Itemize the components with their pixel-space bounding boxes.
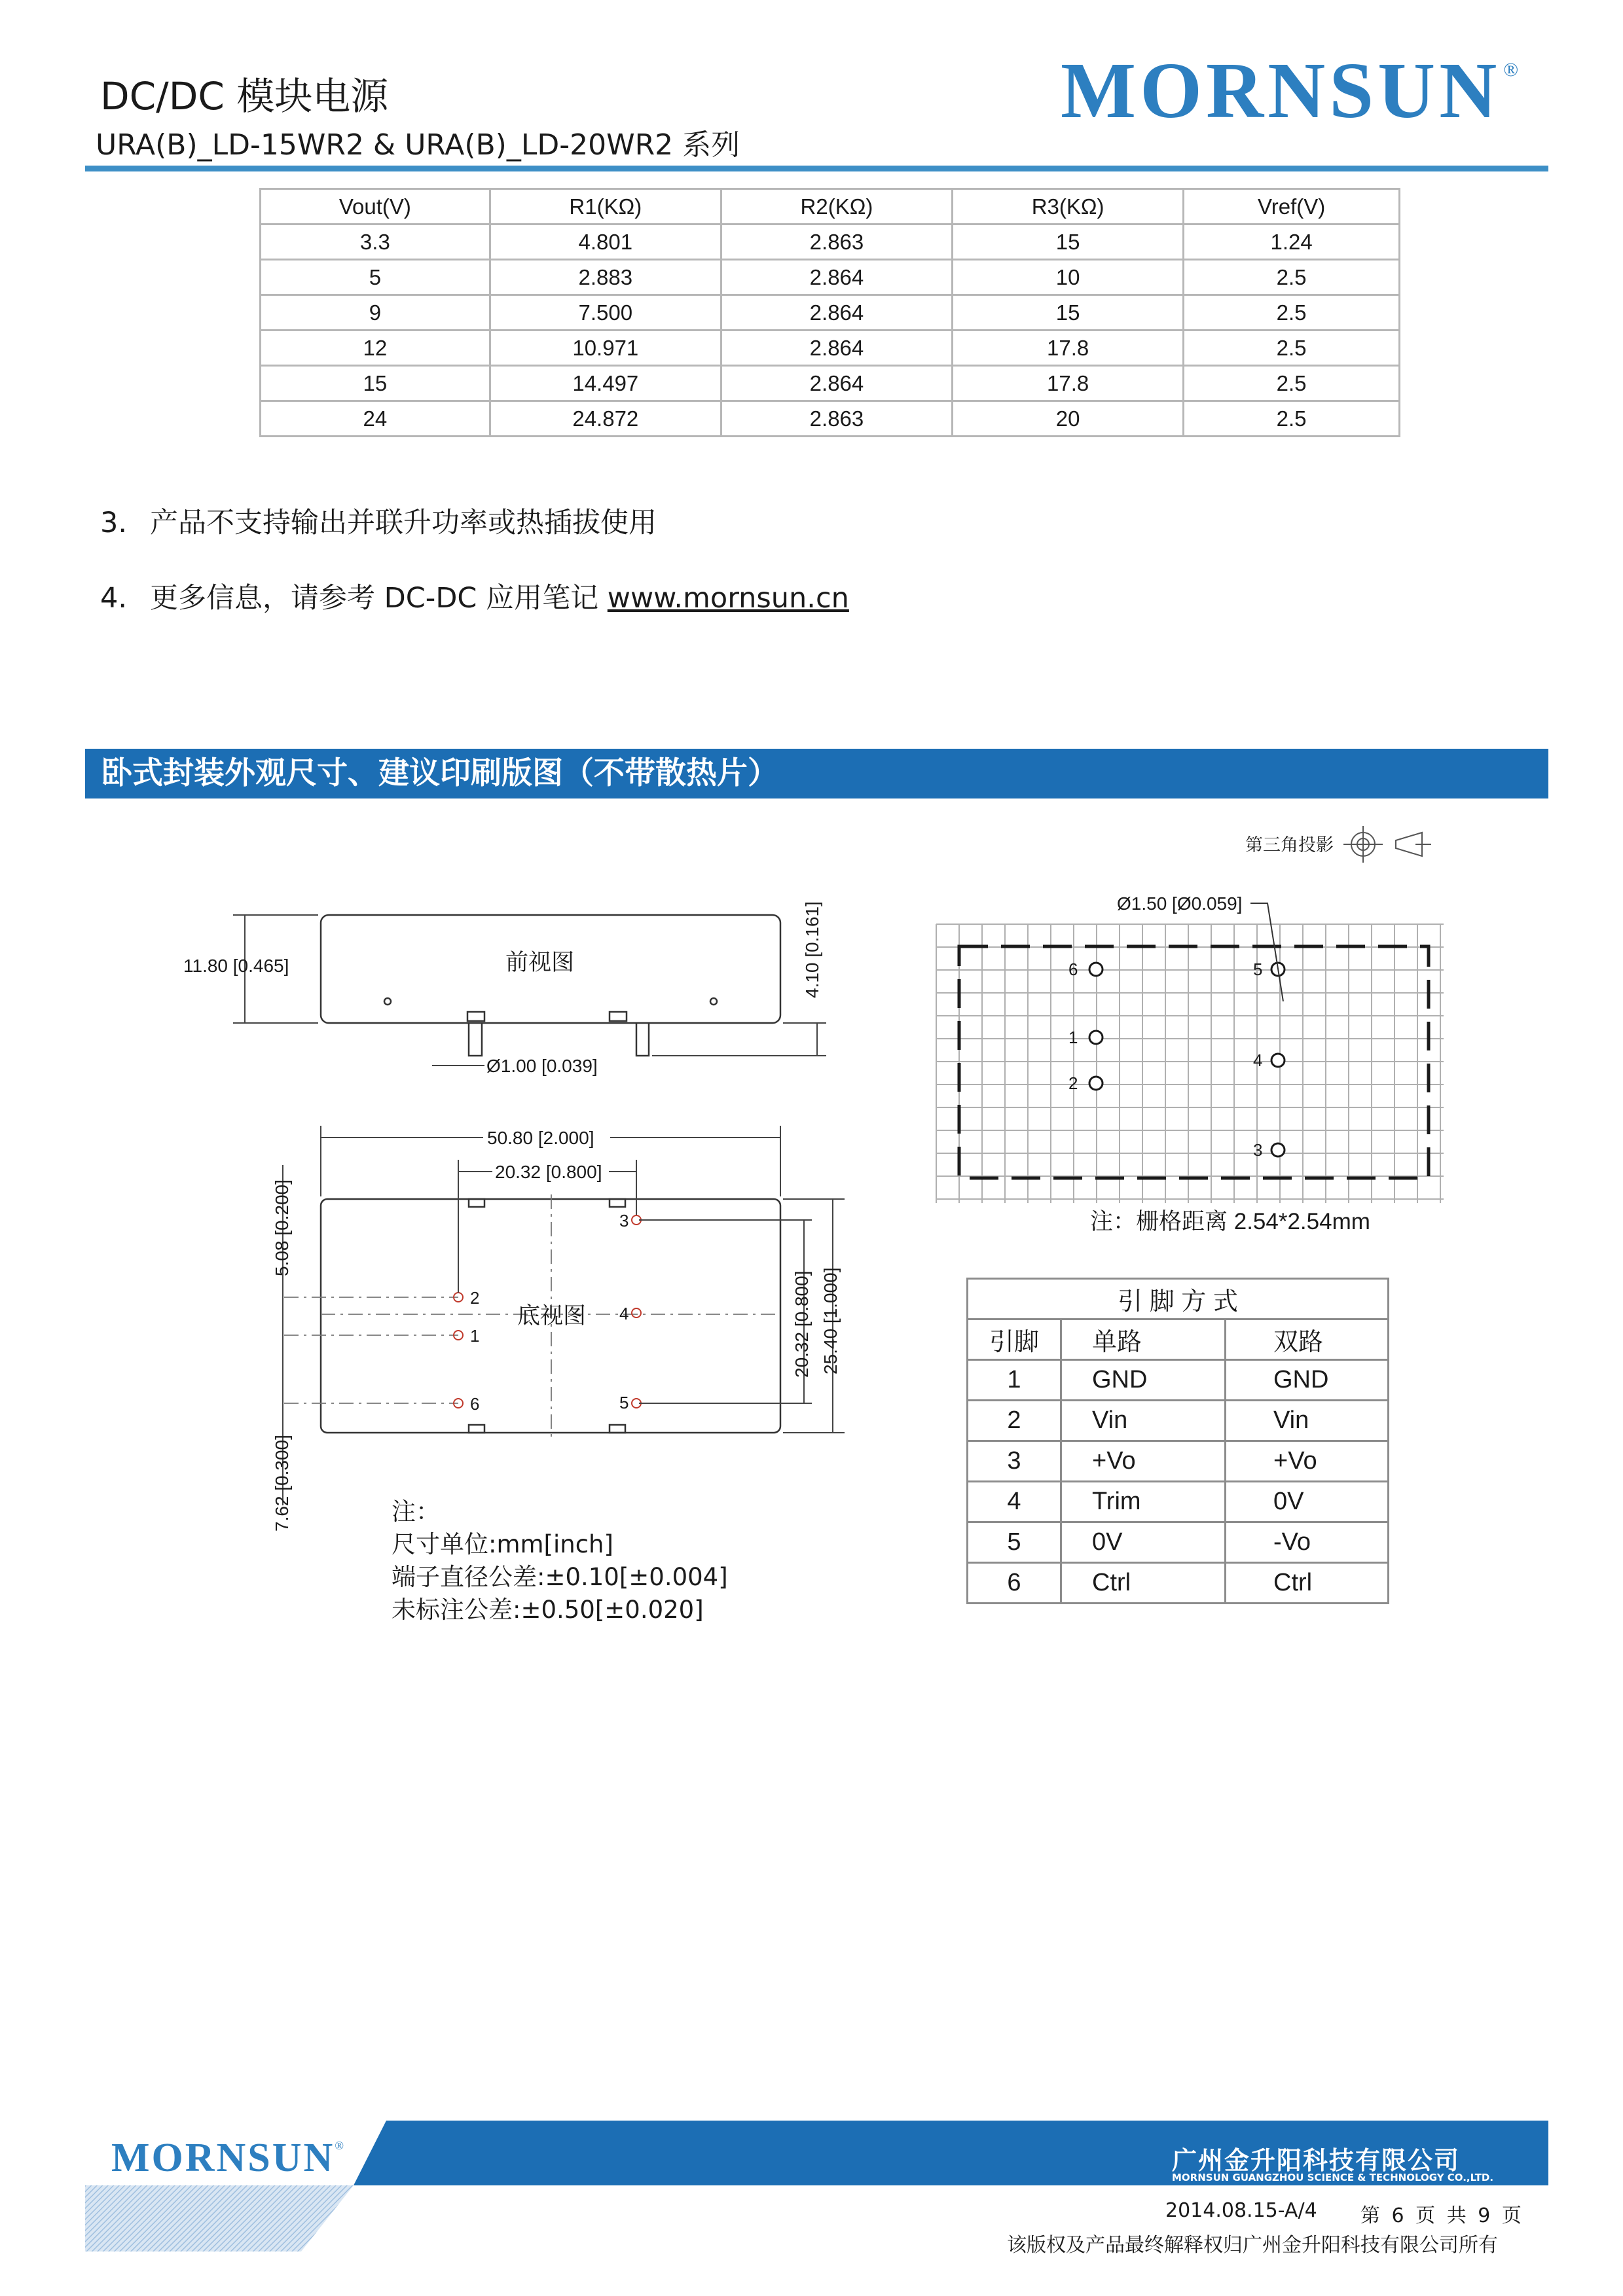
pcb-pin-label: 3: [1253, 1140, 1263, 1160]
col-header: Vref(V): [1184, 189, 1400, 224]
cell: +Vo: [1061, 1441, 1226, 1482]
projection-label: 第三角投影: [1245, 835, 1334, 855]
pin-label: 6: [470, 1394, 480, 1414]
note-number: 4.: [100, 582, 128, 615]
col-header: R3(KΩ): [953, 189, 1184, 224]
pcb-pin-label: 2: [1068, 1073, 1078, 1093]
company-name-en: MORNSUN GUANGZHOU SCIENCE & TECHNOLOGY CO.,LTD.: [1172, 2172, 1494, 2183]
note-number: 3.: [100, 507, 128, 539]
cell: 5: [968, 1522, 1061, 1563]
cell: Vin: [1061, 1401, 1226, 1441]
dim-right-vertical: [639, 1199, 845, 1433]
footer-logo: [111, 2135, 346, 2181]
cell: 2.5: [1184, 366, 1400, 401]
cell: 3: [968, 1441, 1061, 1482]
cell: 2.864: [721, 295, 952, 331]
cell: 1.24: [1184, 224, 1400, 260]
cell: 2.5: [1184, 331, 1400, 366]
note-text: 更多信息，请参考 DC-DC 应用笔记: [150, 582, 608, 615]
cell: 6: [968, 1563, 1061, 1604]
cell: 15: [953, 295, 1184, 331]
cell: 12: [261, 331, 490, 366]
pin-label: 1: [470, 1326, 480, 1346]
footer-registered-mark: ®: [335, 2139, 346, 2152]
pcb-pin-label: 5: [1253, 960, 1263, 979]
doc-subtitle: URA(B)_LD-15WR2 & URA(B)_LD-20WR2 系列: [96, 128, 740, 162]
table-row: [968, 1563, 1389, 1604]
cell: 2.5: [1184, 401, 1400, 437]
front-view: [321, 915, 780, 1056]
cell: +Vo: [1226, 1441, 1389, 1482]
pcb-layout-grid: [936, 924, 1444, 1203]
note-text: 产品不支持输出并联升功率或热插拔使用: [150, 507, 657, 539]
table-row: [968, 1441, 1389, 1482]
note-line: 未标注公差:±0.50[±0.020]: [392, 1596, 704, 1624]
cell: 2.5: [1184, 295, 1400, 331]
col-header: R2(KΩ): [721, 189, 952, 224]
third-angle-projection-icon: [1343, 826, 1431, 863]
table-row: [968, 1401, 1389, 1441]
cell: 2: [968, 1401, 1061, 1441]
cell: 10: [953, 260, 1184, 295]
cell: Ctrl: [1226, 1563, 1389, 1604]
doc-date: 2014.08.15-A/4: [1165, 2199, 1317, 2222]
col-header: 单路: [1061, 1319, 1226, 1360]
pcb-pin-label: 4: [1253, 1050, 1263, 1070]
pcb-pin-label: 1: [1068, 1028, 1078, 1047]
cell: 15: [953, 224, 1184, 260]
cell: -Vo: [1226, 1522, 1389, 1563]
footer-hatch: [85, 2185, 354, 2251]
cell: 20: [953, 401, 1184, 437]
cell: 0V: [1061, 1522, 1226, 1563]
pin-table-header: [968, 1319, 1389, 1360]
dim-762-label: 7.62 [0.300]: [272, 1435, 292, 1532]
doc-title: DC/DC 模块电源: [100, 74, 389, 118]
cell: Ctrl: [1061, 1563, 1226, 1604]
copyright: 该版权及产品最终解释权归广州金升阳科技有限公司所有: [1007, 2234, 1498, 2257]
cell: 1: [968, 1360, 1061, 1401]
footer-logo-text: MORNSUN: [111, 2136, 335, 2180]
col-header: Vout(V): [261, 189, 490, 224]
drawing-notes: [392, 1496, 728, 1626]
pin-label: 2: [470, 1288, 480, 1308]
cell: 2.883: [490, 260, 721, 295]
cell: 15: [261, 366, 490, 401]
col-header: 引脚: [968, 1319, 1061, 1360]
dim-length-label: 50.80 [2.000]: [487, 1128, 594, 1148]
cell: 2.863: [721, 401, 952, 437]
bottom-view-label: 底视图: [517, 1303, 587, 1329]
cell: 7.500: [490, 295, 721, 331]
pcb-hole-leader: [1250, 903, 1283, 1001]
section-title: 卧式封装外观尺寸、建议印刷版图（不带散热片）: [101, 755, 778, 791]
cell: Vin: [1226, 1401, 1389, 1441]
cell: 14.497: [490, 366, 721, 401]
cell: 2.864: [721, 366, 952, 401]
registered-mark: ®: [1503, 59, 1523, 81]
table-row: [968, 1482, 1389, 1522]
cell: 2.5: [1184, 260, 1400, 295]
cell: 3.3: [261, 224, 490, 260]
pcb-hole-label: Ø1.50 [Ø0.059]: [1117, 893, 1243, 914]
table-row: [968, 1360, 1389, 1401]
pin-table-title-row: [968, 1279, 1389, 1319]
cell: Trim: [1061, 1482, 1226, 1522]
dim-2540-label: 25.40 [1.000]: [820, 1267, 841, 1374]
notes-title: 注：: [392, 1498, 440, 1526]
logo-text: MORNSUN: [1061, 46, 1501, 135]
pin-label: 3: [619, 1211, 629, 1230]
cell: 4.801: [490, 224, 721, 260]
table-row: [968, 1522, 1389, 1563]
dim-pin-length: [652, 1023, 826, 1056]
cell: 10.971: [490, 331, 721, 366]
website-link[interactable]: www.mornsun.cn: [607, 582, 849, 615]
col-header: 双路: [1226, 1319, 1389, 1360]
pcb-pin-label: 6: [1068, 960, 1078, 979]
pin-table-title: 引 脚 方 式: [968, 1279, 1389, 1319]
cell: 2.864: [721, 331, 952, 366]
dim-pin-length-label: 4.10 [0.161]: [802, 901, 822, 998]
cell: 24: [261, 401, 490, 437]
cell: 17.8: [953, 366, 1184, 401]
cell: 17.8: [953, 331, 1184, 366]
pin-function-table: [966, 1278, 1389, 1604]
company-name-cn: 广州金升阳科技有限公司: [1172, 2146, 1461, 2175]
dim-pin-dia-label: Ø1.00 [0.039]: [486, 1056, 598, 1076]
cell: 0V: [1226, 1482, 1389, 1522]
dim-height-label: 11.80 [0.465]: [183, 956, 289, 976]
cell: GND: [1226, 1360, 1389, 1401]
cell: 2.864: [721, 260, 952, 295]
note-line: 尺寸单位:mm[inch]: [392, 1530, 613, 1558]
cell: GND: [1061, 1360, 1226, 1401]
cell: 2.863: [721, 224, 952, 260]
cell: 9: [261, 295, 490, 331]
grid-note: 注：栅格距离 2.54*2.54mm: [1090, 1209, 1370, 1234]
dim-508-label: 5.08 [0.200]: [272, 1179, 292, 1276]
dim-2032-label: 20.32 [0.800]: [792, 1270, 812, 1378]
front-view-label: 前视图: [505, 950, 575, 975]
dim-pin-span-label: 20.32 [0.800]: [495, 1162, 602, 1182]
pin-label: 4: [619, 1304, 629, 1323]
cell: 5: [261, 260, 490, 295]
cell: 4: [968, 1482, 1061, 1522]
col-header: R1(KΩ): [490, 189, 721, 224]
note-line: 端子直径公差:±0.10[±0.004]: [392, 1563, 728, 1591]
cell: 24.872: [490, 401, 721, 437]
page-number: 第 6 页 共 9 页: [1360, 2204, 1524, 2227]
pin-label: 5: [619, 1393, 629, 1412]
